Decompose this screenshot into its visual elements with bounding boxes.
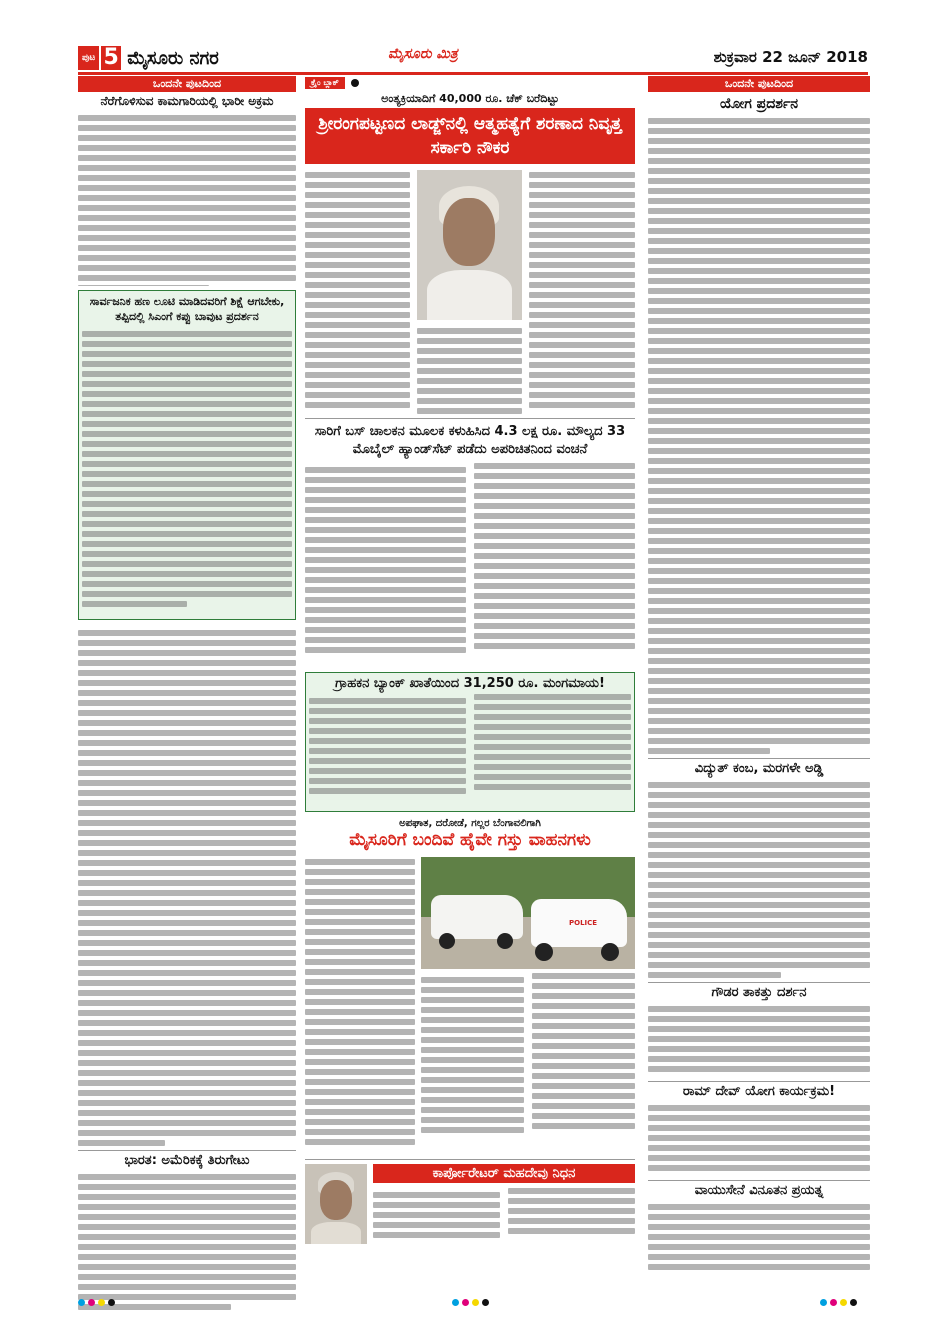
lead-body-col2 — [417, 324, 522, 414]
section-name: ಮೈಸೂರು ನಗರ — [127, 47, 219, 69]
bank-fraud-body — [309, 694, 631, 806]
lead-story-block — [305, 168, 635, 418]
masthead — [78, 44, 868, 72]
lead-overline: ಅಂತ್ಯಕ್ರಿಯಾದಿಗೆ 40,000 ರೂ. ಚೆಕ್ ಬರೆದಿಟ್ಟು — [381, 92, 559, 105]
left-continued-body — [78, 626, 296, 1146]
left-story2-headline: ಸಾರ್ವಜನಿಕ ಹಣ ಲೂಟಿ ಮಾಡಿದವರಿಗೆ ಶಿಕ್ಷೆ ಆಗಬೇಕು, ತಪ್ಪಿದಲ್ಲಿ ಸಿಎಂಗೆ ಕಪ್ಪು ಬಾವುಟ ಪ್ರದರ್ಶನ — [89, 295, 285, 323]
left-story1-headline: ನೆರೆಗೊಳಿಸುವ ಕಾಮಗಾರಿಯಲ್ಲಿ ಭಾರೀ ಅಕ್ರಮ — [100, 94, 274, 108]
retired-employee-photo — [417, 170, 522, 320]
crime-kicker-row — [305, 76, 635, 90]
bank-fraud-box — [305, 672, 635, 812]
page-number: 5 — [99, 46, 121, 70]
ramdev-body — [648, 1101, 870, 1176]
obituary-headline-band — [373, 1164, 635, 1183]
kicker-bullet-icon — [351, 79, 359, 87]
obituary-headline: ಕಾರ್ಪೋರೇಟರ್ ಮಹದೇವು ನಿಧನ — [432, 1166, 576, 1181]
yoga-body — [648, 114, 870, 754]
paper-logo: ಮೈಸೂರು ಮಿತ್ರ — [388, 46, 458, 62]
power-pole-headline: ವಿದ್ಯುತ್ ಕಂಬ, ಮರಗಳೇ ಅಡ್ಡಿ — [648, 758, 870, 778]
lead-headline: ಶ್ರೀರಂಗಪಟ್ಟಣದ ಲಾಡ್ಜ್‌ನಲ್ಲಿ ಆತ್ಮಹತ್ಯೆಗೆ ಶರಣಾದ ನಿವೃತ್ತ ಸರ್ಕಾರಿ ನೌಕರ — [318, 114, 622, 158]
registration-marks-center — [452, 1299, 489, 1307]
highway-patrol-vehicles-photo — [421, 857, 635, 969]
ramdev-headline: ರಾಮ್ ದೇವ್ ಯೋಗ ಕಾರ್ಯಕ್ರಮ! — [648, 1081, 870, 1101]
page-number-block — [78, 46, 219, 70]
airforce-headline: ವಾಯುಸೇನೆ ವಿನೂತನ ಪ್ರಯತ್ನ — [648, 1180, 870, 1200]
patrol-story-block — [305, 855, 635, 1155]
bank-fraud-headline: ಗ್ರಾಹಕನ ಬ್ಯಾಂಕ್ ಖಾತೆಯಿಂದ 31,250 ರೂ. ಮಂಗಮಾಯ! — [335, 676, 605, 691]
obituary-body — [373, 1188, 635, 1246]
airforce-body — [648, 1200, 870, 1280]
left-story3-body — [78, 1170, 296, 1310]
gowda-body — [648, 1002, 870, 1077]
left-column — [78, 76, 296, 1310]
patrol-body-col2 — [421, 973, 635, 1155]
page-tag: ಪುಟ — [78, 46, 99, 70]
left-story3-headline: ಭಾರತ: ಅಮೆರಿಕಕ್ಕೆ ತಿರುಗೇಟು — [78, 1150, 296, 1170]
mobile-fraud-body — [305, 463, 635, 668]
left-story1-body — [78, 111, 296, 286]
police-label: POLICE — [569, 919, 598, 927]
registration-marks-right — [820, 1299, 857, 1307]
mobile-fraud-headline: ಸಾರಿಗೆ ಬಸ್ ಚಾಲಕನ ಮೂಲಕ ಕಳುಹಿಸಿದ 4.3 ಲಕ್ಷ ರೂ. ಮೌಲ್ಯದ 33 ಮೊಬೈಲ್ ಹ್ಯಾಂಡ್‌ಸೆಟ್ ಪಡೆದು ಅಪರಿಚಿತನಿಂದ ವಂಚನೆ — [305, 418, 635, 459]
lead-headline-band — [305, 108, 635, 164]
patrol-headline: ಮೈಸೂರಿಗೆ ಬಂದಿವೆ ಹೈವೇ ಗಸ್ತು ವಾಹನಗಳು — [349, 830, 591, 850]
registration-marks-left — [78, 1299, 115, 1307]
gowda-headline: ಗೌಡರ ತಾಕತ್ತು ದರ್ಶನ — [648, 982, 870, 1002]
crime-kicker: ಕ್ರೈಂ ಬ್ಲಾಕ್ — [305, 77, 345, 89]
patrol-overline: ಅಪಘಾತ, ದರೋಡೆ, ಗಲ್ಲರ ಬೆಂಗಾವಲಿಗಾಗಿ — [399, 818, 541, 829]
issue-date: ಶುಕ್ರವಾರ 22 ಜೂನ್ 2018 — [713, 48, 868, 66]
right-column — [648, 76, 870, 1280]
lead-body-col1 — [305, 168, 410, 413]
corporator-photo — [305, 1164, 367, 1244]
right-section-bar: ಒಂದನೇ ಪುಟದಿಂದ — [648, 76, 870, 92]
left-story2-body — [82, 327, 292, 607]
left-story2-box — [78, 290, 296, 620]
obituary-block — [305, 1159, 635, 1247]
masthead-rule — [78, 72, 868, 75]
patrol-body-col1 — [305, 855, 415, 1155]
middle-column — [305, 76, 635, 1247]
power-pole-body — [648, 778, 870, 978]
lead-body-col3 — [529, 168, 635, 413]
left-section-bar: ಒಂದನೇ ಪುಟದಿಂದ — [78, 76, 296, 92]
yoga-headline: ಯೋಗ ಪ್ರದರ್ಶನ — [720, 96, 798, 112]
